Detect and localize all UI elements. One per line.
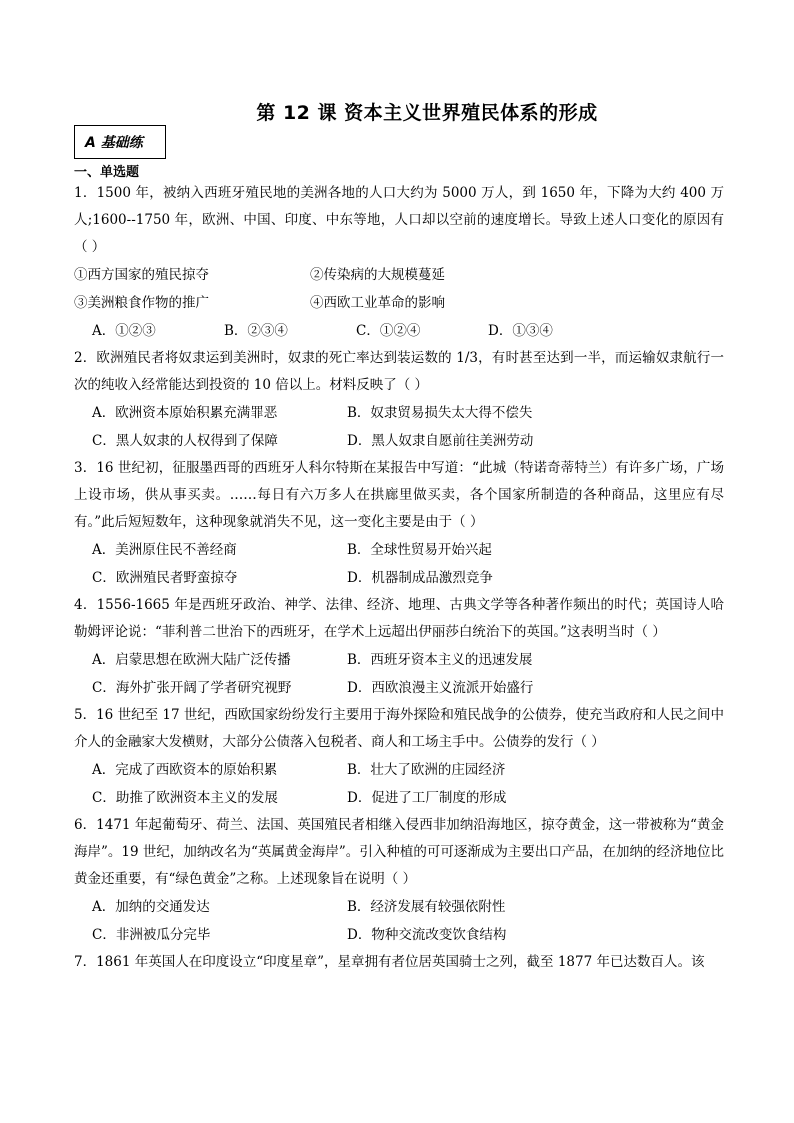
q4-options-row-2 bbox=[74, 674, 724, 702]
q1-statements-row-1 bbox=[74, 261, 724, 289]
q3-option-a[interactable]: A．美洲原住民不善经商 bbox=[92, 542, 237, 558]
q1-option-b[interactable]: B．②③④ bbox=[224, 323, 288, 339]
q3-option-b[interactable]: B．全球性贸易开始兴起 bbox=[347, 542, 492, 558]
question-7: 7．1861 年英国人在印度设立“印度星章”，星章拥有者位居英国骑士之列，截至 1877 年已达数百人。该 bbox=[74, 954, 705, 970]
q2-option-c[interactable]: C．黑人奴隶的人权得到了保障 bbox=[92, 433, 278, 449]
q1-statement-3: ③美洲粮食作物的推广 bbox=[74, 295, 209, 311]
q6-options-row-1 bbox=[74, 893, 724, 921]
q3-options-row-1 bbox=[74, 536, 724, 564]
question-list bbox=[74, 180, 724, 976]
q6-option-b[interactable]: B．经济发展有较强依附性 bbox=[347, 899, 506, 915]
q1-options bbox=[74, 317, 724, 345]
q4-option-b[interactable]: B．西班牙资本主义的迅速发展 bbox=[347, 652, 533, 668]
q5-option-c[interactable]: C．助推了欧洲资本主义的发展 bbox=[92, 790, 278, 806]
q5-options-row-2 bbox=[74, 784, 724, 812]
q5-options-row-1 bbox=[74, 756, 724, 784]
q3-option-c[interactable]: C．欧洲殖民者野蛮掠夺 bbox=[92, 570, 238, 586]
page-title: 第 12 课 资本主义世界殖民体系的形成 bbox=[256, 102, 598, 124]
level-badge: A 基础练 bbox=[74, 125, 166, 159]
question-5: 5．16 世纪至 17 世纪，西欧国家纷纷发行主要用于海外探险和殖民战争的公债券，使充当政府和人民之间中介人的金融家大发横财，大部分公债落入包税者、商人和工场主手中。公债券的发行（ ） bbox=[74, 707, 724, 750]
q2-option-b[interactable]: B．奴隶贸易损失太大得不偿失 bbox=[347, 405, 533, 421]
section-heading: 一、单选题 bbox=[74, 165, 140, 180]
question-1: 1．1500 年，被纳入西班牙殖民地的美洲各地的人口大约为 5000 万人，到 1650 年，下降为大约 400 万人;1600--1750 年，欧洲、中国、印度、中东等地，人口却以空前的速度增长。导致上述人口变化的原因有（ ） bbox=[74, 185, 724, 255]
q6-options-row-2 bbox=[74, 921, 724, 949]
q2-options-row-1 bbox=[74, 399, 724, 427]
q1-option-d[interactable]: D．①③④ bbox=[488, 323, 553, 339]
q3-option-d[interactable]: D．机器制成品激烈竞争 bbox=[347, 570, 493, 586]
q5-option-b[interactable]: B．壮大了欧洲的庄园经济 bbox=[347, 762, 506, 778]
q5-option-a[interactable]: A．完成了西欧资本的原始积累 bbox=[92, 762, 278, 778]
q1-option-a[interactable]: A．①②③ bbox=[92, 323, 156, 339]
question-3: 3．16 世纪初，征服墨西哥的西班牙人科尔特斯在某报告中写道：“此城（特诺奇蒂特兰）有许多广场，广场上设市场，供从事买卖。……每日有六万多人在拱廊里做买卖，各个国家所制造的各种商品，这里应有尽有。”此后短短数年，这种现象就消失不见，这一变化主要是由于（ ） bbox=[74, 460, 724, 530]
question-4: 4．1556-1665 年是西班牙政治、神学、法律、经济、地理、古典文学等各种著作频出的时代；英国诗人哈勒姆评论说：“菲利普二世治下的西班牙，在学术上远超出伊丽莎白统治下的英国。”这表明当时（ ） bbox=[74, 597, 724, 640]
q1-statement-4: ④西欧工业革命的影响 bbox=[310, 295, 445, 311]
question-6: 6．1471 年起葡萄牙、荷兰、法国、英国殖民者相继入侵西非加纳沿海地区，掠夺黄金，这一带被称为“黄金海岸”。19 世纪，加纳改名为“英属黄金海岸”。引入种植的可可逐渐成为主要出口产品，在加纳的经济地位比黄金还重要，有“绿色黄金”之称。上述现象旨在说明（ ） bbox=[74, 817, 724, 887]
question-2: 2．欧洲殖民者将奴隶运到美洲时，奴隶的死亡率达到装运数的 1/3，有时甚至达到一半，而运输奴隶航行一次的纯收入经常能达到投资的 10 倍以上。材料反映了（ ） bbox=[74, 350, 724, 393]
q1-option-c[interactable]: C．①②④ bbox=[356, 323, 421, 339]
q2-options-row-2 bbox=[74, 427, 724, 455]
q5-option-d[interactable]: D．促进了工厂制度的形成 bbox=[347, 790, 507, 806]
q3-options-row-2 bbox=[74, 564, 724, 592]
q4-options-row-1 bbox=[74, 646, 724, 674]
q6-option-a[interactable]: A．加纳的交通发达 bbox=[92, 899, 210, 915]
q6-option-d[interactable]: D．物种交流改变饮食结构 bbox=[347, 927, 507, 943]
q2-option-a[interactable]: A．欧洲资本原始积累充满罪恶 bbox=[92, 405, 278, 421]
q4-option-c[interactable]: C．海外扩张开阔了学者研究视野 bbox=[92, 680, 292, 696]
q4-option-a[interactable]: A．启蒙思想在欧洲大陆广泛传播 bbox=[92, 652, 291, 668]
q6-option-c[interactable]: C．非洲被瓜分完毕 bbox=[92, 927, 211, 943]
q1-statement-2: ②传染病的大规模蔓延 bbox=[310, 267, 445, 283]
q1-statement-1: ①西方国家的殖民掠夺 bbox=[74, 267, 209, 283]
q4-option-d[interactable]: D．西欧浪漫主义流派开始盛行 bbox=[347, 680, 534, 696]
q2-option-d[interactable]: D．黑人奴隶自愿前往美洲劳动 bbox=[347, 433, 534, 449]
q1-statements-row-2 bbox=[74, 289, 724, 317]
